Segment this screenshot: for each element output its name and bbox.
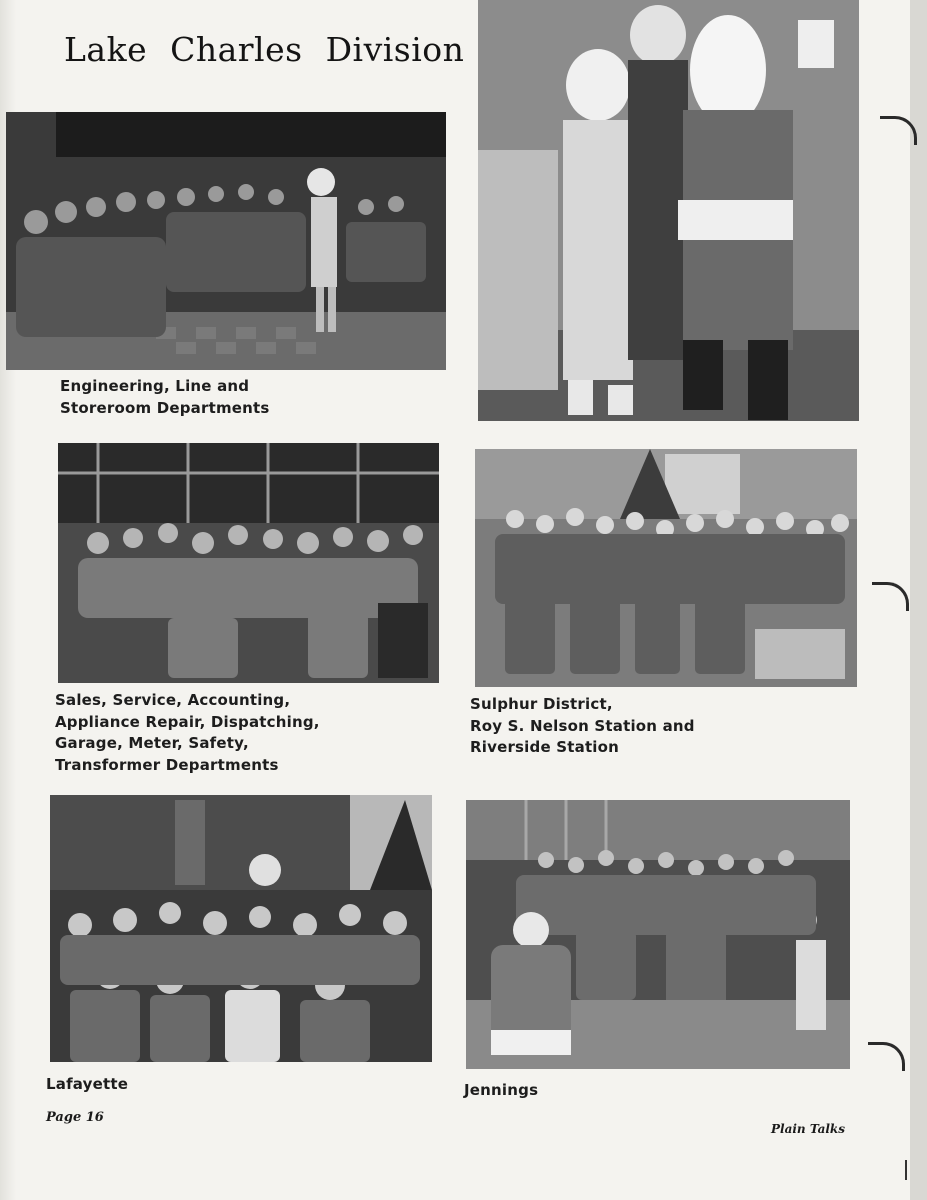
photo-engineering-party (6, 112, 446, 370)
photo-costumed-characters (478, 0, 859, 421)
publication-name: Plain Talks (771, 1122, 846, 1136)
caption-sales: Sales, Service, Accounting, Appliance Repair, Dispatching, Garage, Meter, Safety, Transformer Departments (55, 691, 320, 774)
caption-lafayette: Lafayette (46, 1075, 129, 1093)
photo-sales-party (58, 443, 439, 683)
page-number: Page 16 (46, 1110, 104, 1125)
caption-sulphur: Sulphur District, Roy S. Nelson Station and Riverside Station (470, 695, 695, 756)
photo-sulphur-district (475, 449, 857, 687)
caption-engineering: Engineering, Line and Storeroom Departments (60, 377, 270, 417)
page-edge-mark (905, 1160, 907, 1180)
page-right-edge (910, 0, 927, 1200)
page-title: Lake Charles Division (64, 30, 465, 69)
photo-jennings (466, 800, 850, 1069)
binder-ring-hole (872, 582, 909, 611)
binder-ring-hole (868, 1042, 905, 1071)
photo-lafayette (50, 795, 432, 1062)
caption-jennings: Jennings (464, 1081, 539, 1099)
